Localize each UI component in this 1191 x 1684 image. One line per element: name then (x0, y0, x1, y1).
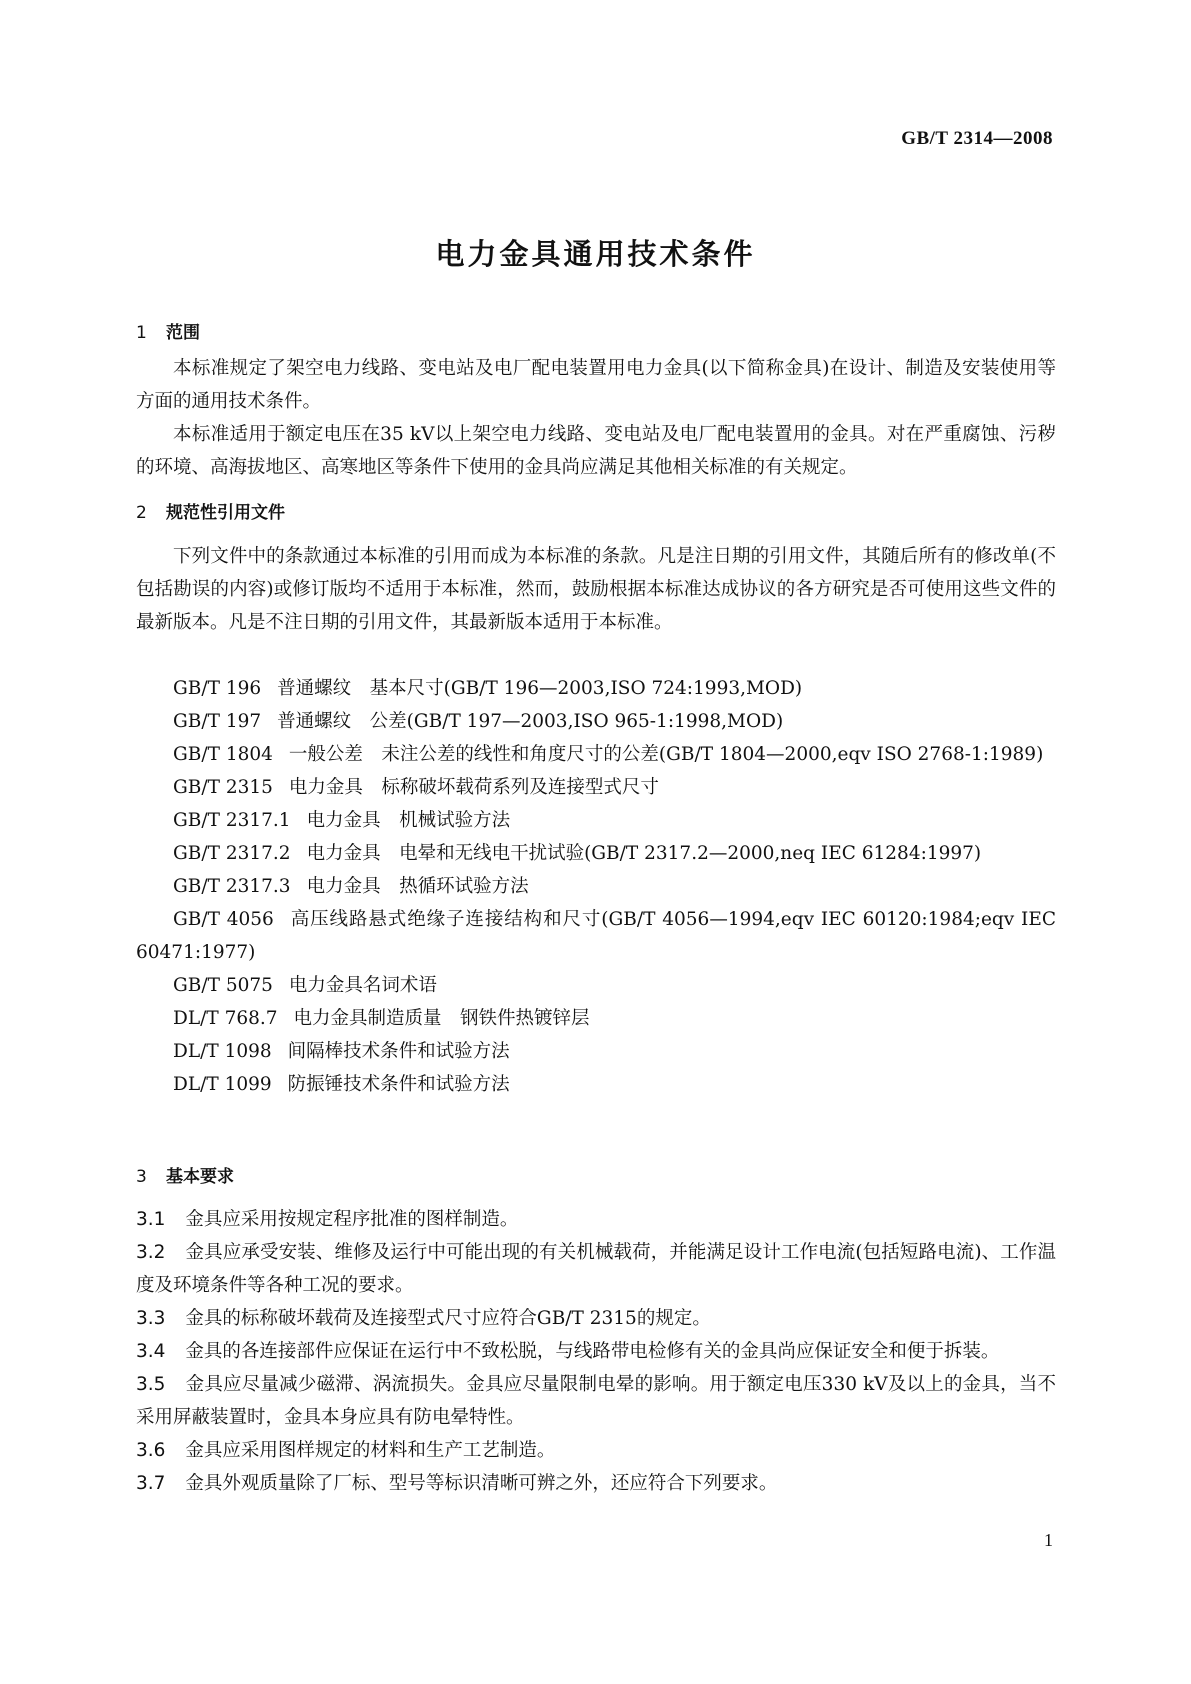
reference-code: GB/T 2317.2 (173, 843, 291, 864)
normative-references-list (136, 672, 1056, 1101)
reference-text: 普通螺纹 公差(GB/T 197—2003,ISO 965-1:1998,MOD) (277, 711, 784, 732)
section-1-heading (136, 318, 200, 343)
reference-item (136, 1002, 1056, 1035)
page-number: 1 (1044, 1530, 1053, 1550)
reference-code: GB/T 2317.3 (173, 876, 291, 897)
requirement-item (136, 1467, 1056, 1500)
reference-text: 电力金具 热循环试验方法 (306, 876, 529, 897)
reference-text: 电力金具制造质量 钢铁件热镀锌层 (293, 1008, 590, 1029)
section-number: 2 (136, 503, 147, 523)
section-1-paragraph-1: 本标准规定了架空电力线路、变电站及电厂配电装置用电力金具(以下简称金具)在设计、制造及安装使用等方面的通用技术条件。 (136, 358, 1056, 412)
requirement-text: 金具的各连接部件应保证在运行中不致松脱，与线路带电检修有关的金具尚应保证安全和便于拆装。 (185, 1341, 1000, 1362)
reference-code: GB/T 196 (173, 678, 262, 699)
reference-item (136, 672, 1056, 705)
section-title: 基本要求 (166, 1167, 234, 1187)
requirement-item (136, 1335, 1056, 1368)
requirement-text: 金具的标称破坏载荷及连接型式尺寸应符合GB/T 2315的规定。 (185, 1308, 711, 1329)
requirement-text: 金具应采用图样规定的材料和生产工艺制造。 (185, 1440, 556, 1461)
section-number: 1 (136, 323, 147, 343)
reference-item (136, 738, 1056, 771)
reference-text: 高压线路悬式绝缘子连接结构和尺寸(GB/T 4056—1994,eqv IEC 60120:1984;eqv IEC 60471:1977) (136, 909, 1056, 963)
requirement-text: 金具外观质量除了厂标、型号等标识清晰可辨之外，还应符合下列要求。 (185, 1473, 778, 1494)
reference-code: GB/T 4056 (173, 909, 274, 930)
reference-text: 电力金具 标称破坏载荷系列及连接型式尺寸 (288, 777, 659, 798)
requirement-number: 3.7 (136, 1473, 166, 1494)
reference-item (136, 870, 1056, 903)
reference-item (136, 705, 1056, 738)
reference-text: 电力金具 机械试验方法 (306, 810, 511, 831)
reference-item (136, 837, 1056, 870)
requirement-item (136, 1434, 1056, 1467)
reference-text: 电力金具 电晕和无线电干扰试验(GB/T 2317.2—2000,neq IEC 61284:1997) (306, 843, 982, 864)
reference-code: DL/T 768.7 (173, 1008, 278, 1029)
section-2-heading (136, 498, 285, 523)
reference-code: GB/T 1804 (173, 744, 273, 765)
reference-item (136, 969, 1056, 1002)
reference-item (136, 804, 1056, 837)
reference-text: 防振锤技术条件和试验方法 (287, 1074, 510, 1095)
requirement-number: 3.6 (136, 1440, 166, 1461)
reference-item (136, 771, 1056, 804)
reference-text: 电力金具名词术语 (288, 975, 437, 996)
reference-text: 一般公差 未注公差的线性和角度尺寸的公差(GB/T 1804—2000,eqv ISO 2768-1:1989) (288, 744, 1044, 765)
reference-code: DL/T 1098 (173, 1041, 272, 1062)
requirement-number: 3.2 (136, 1242, 166, 1263)
reference-item (136, 1035, 1056, 1068)
requirement-item (136, 1236, 1056, 1302)
requirement-text: 金具应承受安装、维修及运行中可能出现的有关机械载荷，并能满足设计工作电流(包括短路电流)、工作温度及环境条件等各种工况的要求。 (136, 1242, 1056, 1296)
section-2-intro: 下列文件中的条款通过本标准的引用而成为本标准的条款。凡是注日期的引用文件，其随后所有的修改单(不包括勘误的内容)或修订版均不适用于本标准，然而，鼓励根据本标准达成协议的各方研究是否可使用这些文件的最新版本。凡是不注日期的引用文件，其最新版本适用于本标准。 (136, 546, 1056, 633)
section-title: 规范性引用文件 (166, 503, 285, 523)
reference-item (136, 1068, 1056, 1101)
requirement-number: 3.1 (136, 1209, 166, 1230)
reference-code: GB/T 2317.1 (173, 810, 291, 831)
reference-code: GB/T 5075 (173, 975, 273, 996)
requirement-item (136, 1203, 1056, 1236)
section-1-paragraph-2: 本标准适用于额定电压在35 kV以上架空电力线路、变电站及电厂配电装置用的金具。对在严重腐蚀、污秽的环境、高海拔地区、高寒地区等条件下使用的金具尚应满足其他相关标准的有关规定。 (136, 424, 1056, 478)
reference-code: DL/T 1099 (173, 1074, 272, 1095)
section-3-heading (136, 1162, 234, 1187)
requirement-item (136, 1368, 1056, 1434)
reference-text: 间隔棒技术条件和试验方法 (287, 1041, 510, 1062)
requirement-item (136, 1302, 1056, 1335)
reference-code: GB/T 2315 (173, 777, 273, 798)
requirement-number: 3.5 (136, 1374, 166, 1395)
reference-item (136, 903, 1056, 969)
requirement-text: 金具应采用按规定程序批准的图样制造。 (185, 1209, 519, 1230)
reference-code: GB/T 197 (173, 711, 262, 732)
standard-code: GB/T 2314—2008 (901, 128, 1053, 149)
requirement-number: 3.3 (136, 1308, 166, 1329)
requirement-number: 3.4 (136, 1341, 166, 1362)
reference-text: 普通螺纹 基本尺寸(GB/T 196—2003,ISO 724:1993,MOD) (277, 678, 803, 699)
basic-requirements-list (136, 1203, 1056, 1500)
document-title: 电力金具通用技术条件 (435, 237, 756, 271)
requirement-text: 金具应尽量减少磁滞、涡流损失。金具应尽量限制电晕的影响。用于额定电压330 kV及以上的金具，当不采用屏蔽装置时，金具本身应具有防电晕特性。 (136, 1374, 1056, 1428)
section-title: 范围 (166, 323, 200, 343)
section-number: 3 (136, 1167, 147, 1187)
